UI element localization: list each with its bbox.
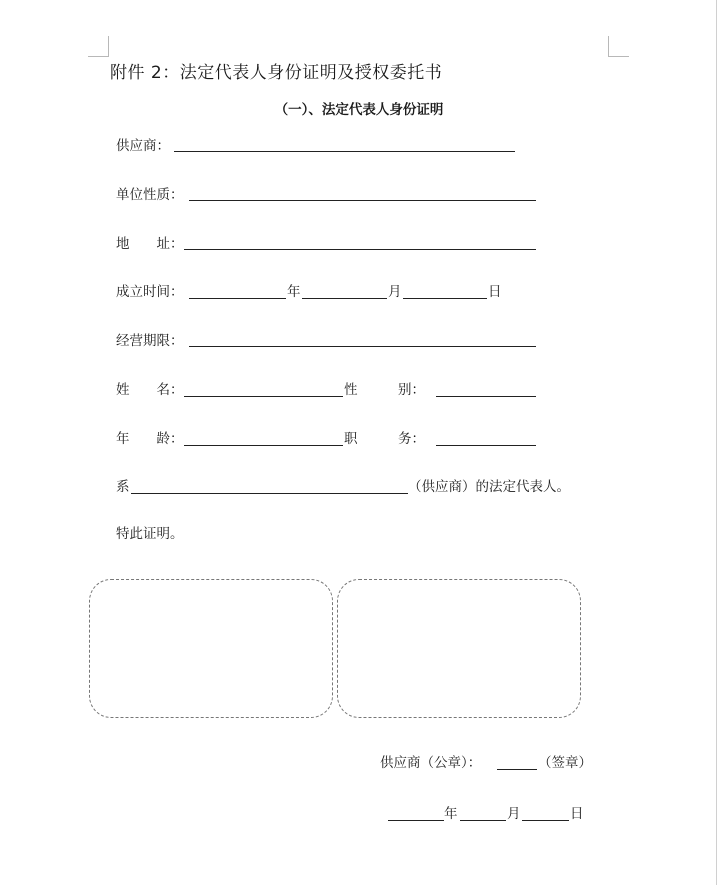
term-row xyxy=(116,331,184,351)
relation-suffix: （供应商）的法定代表人。 xyxy=(408,479,570,495)
supplier-label: 供应商： xyxy=(116,138,170,154)
unit-nature-row xyxy=(116,185,184,205)
age-label: 年 龄： xyxy=(116,431,184,447)
established-month-blank[interactable] xyxy=(302,284,387,299)
footer-year-blank[interactable] xyxy=(388,806,444,821)
established-day-label: 日 xyxy=(488,284,502,300)
relation-prefix: 系 xyxy=(116,479,130,495)
established-year-blank[interactable] xyxy=(189,284,286,299)
section-subtitle: （一）、法定代表人身份证明 xyxy=(274,102,444,118)
age-blank[interactable] xyxy=(184,431,343,446)
term-label: 经营期限： xyxy=(116,333,184,349)
established-label: 成立时间： xyxy=(116,284,184,300)
gender-blank[interactable] xyxy=(436,382,536,397)
established-day-blank[interactable] xyxy=(403,284,487,299)
address-blank[interactable] xyxy=(184,235,536,250)
document-title: 附件 2：法定代表人身份证明及授权委托书 xyxy=(110,63,443,83)
supplier-blank[interactable] xyxy=(174,137,515,152)
seal-blank[interactable] xyxy=(497,755,537,770)
age-row xyxy=(116,429,184,449)
footer-month-blank[interactable] xyxy=(460,806,506,821)
seal-label: 供应商（公章）： xyxy=(380,755,482,771)
established-row xyxy=(116,282,184,302)
sign-label: （签章） xyxy=(538,755,592,771)
term-blank[interactable] xyxy=(189,332,536,347)
name-label: 姓 名： xyxy=(116,382,184,398)
relation-blank[interactable] xyxy=(131,479,408,494)
gender-label: 性 别： xyxy=(344,382,425,398)
position-label: 职 务： xyxy=(344,431,425,447)
address-row xyxy=(116,234,184,254)
page-edge xyxy=(716,0,717,885)
margin-marker-top-left xyxy=(88,36,109,57)
name-blank[interactable] xyxy=(184,382,343,397)
position-blank[interactable] xyxy=(436,431,536,446)
established-month-label: 月 xyxy=(388,284,402,300)
id-card-back-placeholder[interactable] xyxy=(337,579,581,718)
established-year-label: 年 xyxy=(287,284,301,300)
unit-nature-label: 单位性质： xyxy=(116,187,184,203)
footer-year-label: 年 xyxy=(444,806,458,822)
certify-text: 特此证明。 xyxy=(116,526,184,542)
id-card-front-placeholder[interactable] xyxy=(89,579,333,718)
footer-day-blank[interactable] xyxy=(522,806,569,821)
margin-marker-top-right xyxy=(608,36,629,57)
unit-nature-blank[interactable] xyxy=(189,186,536,201)
footer-month-label: 月 xyxy=(507,806,521,822)
address-label: 地 址： xyxy=(116,236,184,252)
name-row xyxy=(116,380,184,400)
footer-day-label: 日 xyxy=(570,806,584,822)
supplier-row xyxy=(116,136,170,156)
